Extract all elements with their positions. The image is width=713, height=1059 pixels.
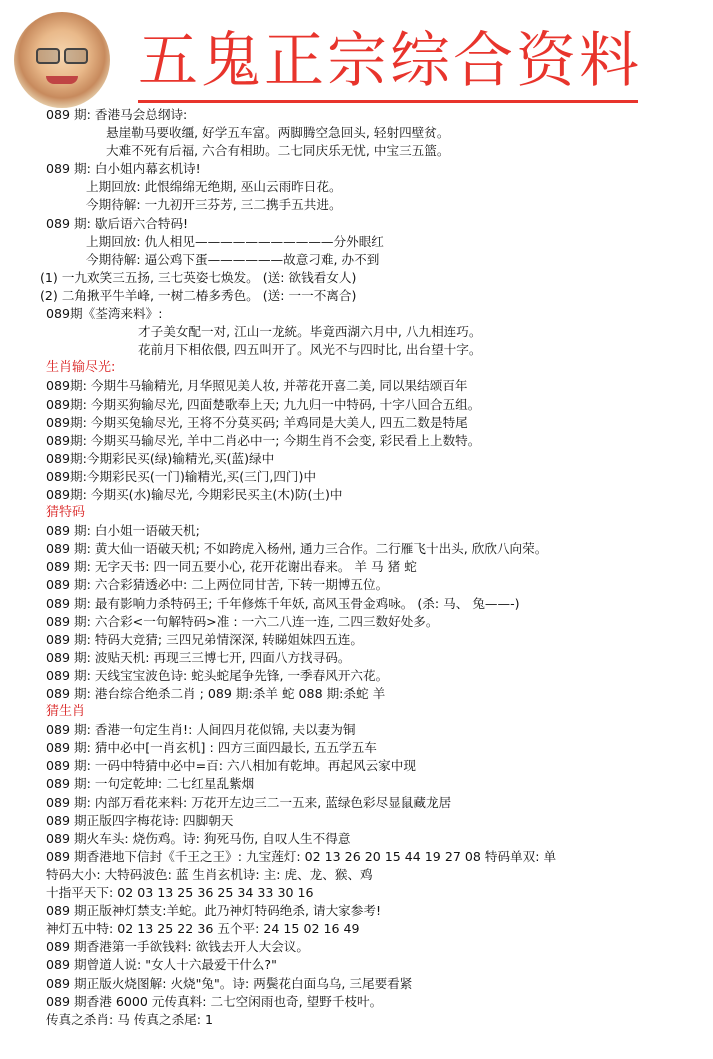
text-line: 089 期: 六合彩猜透必中: 二上两位同甘苦, 下转一期博五位。	[46, 577, 389, 593]
text-line: 089 期曾道人说: "女人十六最爱干什么?"	[46, 957, 277, 973]
text-line: 089 期: 内部万看花来料: 万花开左边三二一五来, 蓝绿色彩尽显鼠藏龙居	[46, 794, 452, 810]
text-line: 089 期: 香港一句定生肖!: 人间四月花似锦, 夫以妻为铜	[46, 722, 356, 738]
text-line: 今期待解: 逼公鸡下蛋——————故意刁难, 办不到	[86, 251, 380, 267]
text-line: 089 期: 特码大竞猜; 三四兄弟情深深, 转睇姐妹四五连。	[46, 631, 364, 647]
section-header: 猜生肖	[46, 704, 86, 720]
text-line: 089 期: 黄大仙一语破天机; 不如跨虎入杨州, 通力三合作。二行雁飞十出头, 欣欣八向荣。	[46, 541, 548, 557]
text-line: 089期: 今期买(水)输尽光, 今期彩民买主(木)防(土)中	[46, 486, 343, 502]
text-line: 089 期火车头: 烧伤鸡。诗: 狗死马伤, 自叹人生不得意	[46, 830, 351, 846]
text-line: 089 期: 天线宝宝波色诗: 蛇头蛇尾争先锋, 一季春风开六花。	[46, 667, 389, 683]
text-line: 089期《荃湾来料》:	[46, 306, 163, 322]
text-line: 089 期: 香港马会总纲诗:	[46, 107, 188, 122]
text-line: 089 期: 无字天书: 四一同五要小心, 花开花谢出春来。 羊 马 猪 蛇	[46, 559, 417, 575]
text-line: 今期待解: 一九初开三芬芳, 三二携手五共进。	[86, 197, 342, 213]
text-line: 上期回放: 此恨绵绵无绝期, 巫山云雨昨日花。	[86, 179, 342, 195]
text-line: 传真之杀肖: 马 传真之杀尾: 1	[46, 1011, 214, 1027]
text-line: 才子美女配一对, 江山一龙統。毕竟西湖六月中, 八九相连巧。	[138, 324, 482, 340]
section-header: 猜特码	[46, 505, 86, 521]
text-line: 花前月下相依偎, 四五叫开了。风光不与四时比, 出台望十字。	[138, 342, 482, 358]
avatar	[14, 12, 110, 108]
text-line: 089期:今期彩民买(一门)输精光,买(三门,四门)中	[46, 468, 317, 484]
text-line: 089 期: 歇后语六合特码!	[46, 215, 189, 231]
text-line: 089 期: 六合彩<一句解特码>准 : 一六二八连一连, 二四三数好处多。	[46, 613, 439, 629]
text-line: 089 期香港地下信封《千王之王》: 九宝莲灯: 02 13 26 20 15 44 19 27 08 特码单双: 单	[46, 848, 557, 864]
text-line: 089 期香港第一手欲钱料: 欲钱去开人大会议。	[46, 939, 309, 955]
document-body	[40, 106, 706, 1029]
text-line: 089 期: 波贴天机: 再现三三博七开, 四面八方找寻码。	[46, 649, 351, 665]
page-title: 五鬼正宗综合资料	[138, 26, 642, 96]
text-line: 089 期: 港台综合绝杀二肖 ; 089 期:杀羊 蛇 088 期:杀蛇 羊	[46, 686, 386, 701]
glasses-shape	[36, 48, 88, 62]
text-line: 悬崖勒马要收缰, 好学五车富。两脚腾空急回头, 轻射四壁贫。	[106, 125, 450, 141]
text-line: 089 期: 最有影响力杀特码王; 千年修炼千年妖, 高风玉骨金鸡咏。 (杀: 马、 兔——-)	[46, 595, 520, 611]
text-line: 神灯五中特: 02 13 25 22 36 五个平: 24 15 02 16 49	[46, 921, 360, 937]
text-line: (1) 一九欢笑三五扬, 三七英姿七焕发。 (送: 欲钱看女人)	[40, 269, 357, 285]
title-underline	[138, 100, 638, 103]
mouth-shape	[46, 76, 78, 84]
text-line: 特码大小: 大特码波色: 蓝 生肖玄机诗: 主: 虎、龙、猴、鸡	[46, 866, 373, 882]
text-line: 十指平天下: 02 03 13 25 36 25 34 33 30 16	[46, 885, 314, 901]
text-line: 上期回放: 仇人相见———————————分外眼红	[86, 233, 384, 249]
text-line: 089 期正版神灯禁支:羊蛇。此乃神灯特码绝杀, 请大家参考!	[46, 903, 381, 919]
text-line: 089期: 今期牛马输精光, 月华照见美人妆, 并蒂花开喜二美, 同以果结颂百年	[46, 378, 468, 394]
text-line: 089 期: 一句定乾坤: 二七红星乱紫烟	[46, 776, 255, 792]
text-line: 089 期: 猜中必中[一肖玄机] : 四方三面四最长, 五五学五车	[46, 740, 377, 756]
text-line: 089期: 今期买兔输尽光, 王将不分莫买码; 羊鸡同是大美人, 四五二数是特尾	[46, 414, 468, 430]
text-line: (2) 二角揪平牛羊峰, 一树二椿多秀色。 (送: 一一不离合)	[40, 287, 357, 303]
text-line: 089期: 今期买狗输尽光, 四面楚歌奉上天; 九九归一中特码, 十字八回合五组。	[46, 396, 481, 412]
text-line: 大难不死有后福, 六合有相助。二七同庆乐无忧, 中宝三五篮。	[106, 143, 450, 159]
section-header: 生肖输尽光:	[46, 360, 116, 376]
text-line: 089 期: 白小姐内幕玄机诗!	[46, 161, 201, 177]
text-line: 089 期正版火烧图解: 火烧"兔"。诗: 两鬓花白面乌乌, 三尾要看紧	[46, 975, 413, 991]
text-line: 089 期: 一码中特猜中必中=百: 六八相加有乾坤。再起风云家中现	[46, 758, 416, 774]
text-line: 089期:今期彩民买(绿)输精光,买(蓝)绿中	[46, 450, 275, 466]
text-line: 089 期香港 6000 元传真料: 二七空闲雨也奇, 望野千枝叶。	[46, 993, 383, 1009]
text-line: 089 期正版四字梅花诗: 四脚朝天	[46, 812, 234, 828]
text-line: 089期: 今期买马输尽光, 羊中二肖必中一; 今期生肖不会变, 彩民看上上数特。	[46, 432, 481, 448]
text-line: 089 期: 白小姐一语破天机;	[46, 523, 200, 539]
